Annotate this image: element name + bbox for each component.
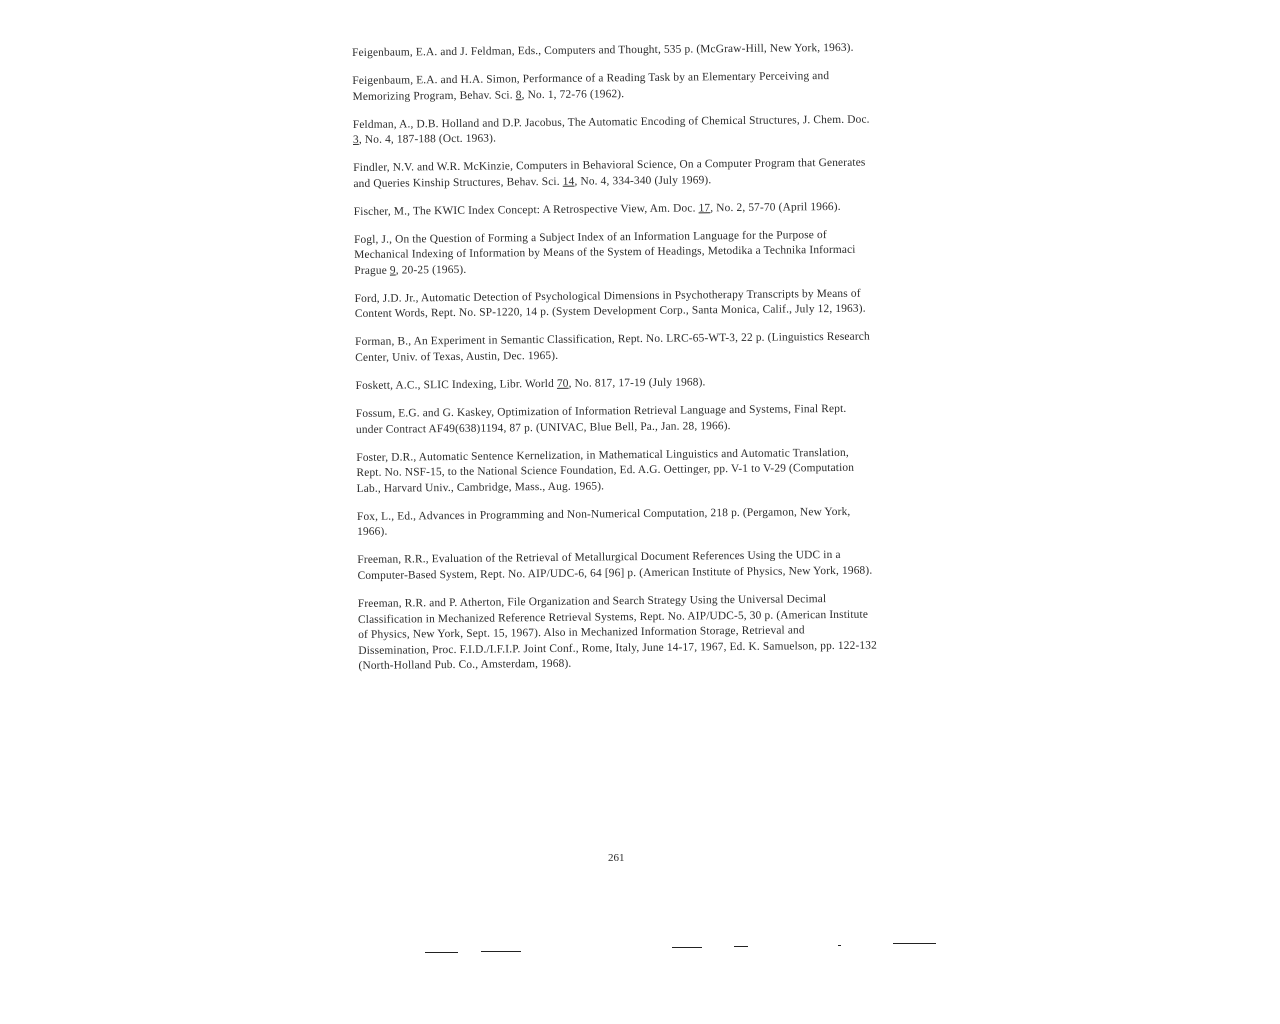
reference-text: Feigenbaum, E.A. and H.A. Simon, Performance of a Reading Task by an Elementary Perceiving and Memorizing Program, Behav. Sci. [352,69,830,103]
volume-number: 8 [515,88,522,101]
reference-entry [357,504,877,541]
reference-text: Ford, J.D. Jr., Automatic Detection of Psychological Dimensions in Psychotherapy Transcripts by Means of Content Words, Rept. No. SP-1220, 14 p. (System Development Corp., Santa Monica, Calif., July 12, 1963). [354,287,866,321]
reference-text: Foskett, A.C., SLIC Indexing, Libr. World [355,377,557,393]
reference-text: , No. 4, 334-340 (July 1969). [574,173,712,188]
reference-text: Foster, D.R., Automatic Sentence Kernelization, in Mathematical Linguistics and Automatic Translation, Rept. No. NSF-15, to the National Science Foundation, Ed. A.G. Oettinger, pp. V-1 to V-29 (Computation Lab., Harvard Univ., Cambridge, Mass., Aug. 1965). [356,446,855,495]
volume-number: 14 [562,175,575,188]
volume-number: 9 [389,264,396,277]
reference-entry [353,112,873,149]
reference-text: Forman, B., An Experiment in Semantic Classification, Rept. No. LRC-65-WT-3, 22 p. (Linguistics Research Center, Univ. of Texas, Austin, Dec. 1965). [355,331,870,365]
reference-text: , No. 817, 17-19 (July 1968). [568,376,706,390]
reference-text: Fogl, J., On the Question of Forming a Subject Index of an Information Language for the Purpose of Mechanical Indexing of Information by Means of the System of Headings, Metodika a Technika Informaci Prague [353,228,856,277]
reference-text: , 20-25 (1965). [395,263,467,277]
reference-list [352,41,879,688]
page-number: 261 [608,852,625,864]
scan-mark [425,952,458,953]
reference-entry [352,41,872,62]
reference-entry [354,227,874,279]
reference-entry [354,199,874,220]
reference-text: Feldman, A., D.B. Holland and D.P. Jacobus, The Automatic Encoding of Chemical Structures, J. Chem. Doc. [352,113,870,131]
scan-mark [481,951,521,952]
reference-entry [352,69,872,106]
reference-text: , No. 1, 72-76 (1962). [521,87,625,101]
reference-text: , No. 4, 187-188 (Oct. 1963). [358,132,497,147]
reference-entry [353,156,873,193]
reference-entry [357,548,877,585]
scan-mark [893,943,936,944]
reference-entry [355,286,875,323]
reference-entry [356,445,876,497]
reference-entry [358,591,879,674]
reference-text: Fox, L., Ed., Advances in Programming and Non-Numerical Computation, 218 p. (Pergamon, New York, 1966). [356,505,851,539]
reference-text: Feigenbaum, E.A. and J. Feldman, Eds., Computers and Thought, 535 p. (McGraw-Hill, New York, 1963). [352,41,854,59]
reference-text: , No. 2, 57-70 (April 1966). [710,200,841,214]
reference-entry [356,402,876,439]
scan-mark [838,945,841,946]
reference-text: Findler, N.V. and W.R. McKinzie, Computers in Behavioral Science, On a Computer Program that Generates and Queries Kinship Structures, Behav. Sci. [353,156,866,190]
volume-number: 17 [698,201,711,215]
reference-entry [355,374,875,395]
reference-text: Freeman, R.R., Evaluation of the Retrieval of Metallurgical Document References Using the UDC in a Computer-Based System, Rept. No. AIP/UDC-6, 64 [96] p. (American Institute of Physics, New York, 1968). [357,549,873,582]
scan-mark [734,946,748,947]
scan-mark [672,947,702,948]
reference-text: Fischer, M., The KWIC Index Concept: A Retrospective View, Am. Doc. [353,202,699,218]
reference-entry [355,330,875,367]
reference-text: Fossum, E.G. and G. Kaskey, Optimization of Information Retrieval Language and Systems, Final Rept. under Contract AF49(638)1194, 87 p. (UNIVAC, Blue Bell, Pa., Jan. 28, 1966). [355,402,847,436]
volume-number: 70 [556,377,569,390]
volume-number: 3 [352,134,359,147]
reference-text: Freeman, R.R. and P. Atherton, File Organization and Search Strategy Using the Universal Decimal Classification in Mechanized Reference Retrieval Systems, Rept. No. AIP/UDC-5, 30 p. (American Institute of Physics, New York, Sept. 15, 1967). Also in Mechanized Information Storage, Retrieval and Dissemination, Proc. F.I.D./I.F.I.P. Joint Conf., Rome, Italy, June 14-17, 1967, Ed. K. Samuelson, pp. 122-132 (North-Holland Pub. Co., Amsterdam, 1968). [357,592,877,673]
